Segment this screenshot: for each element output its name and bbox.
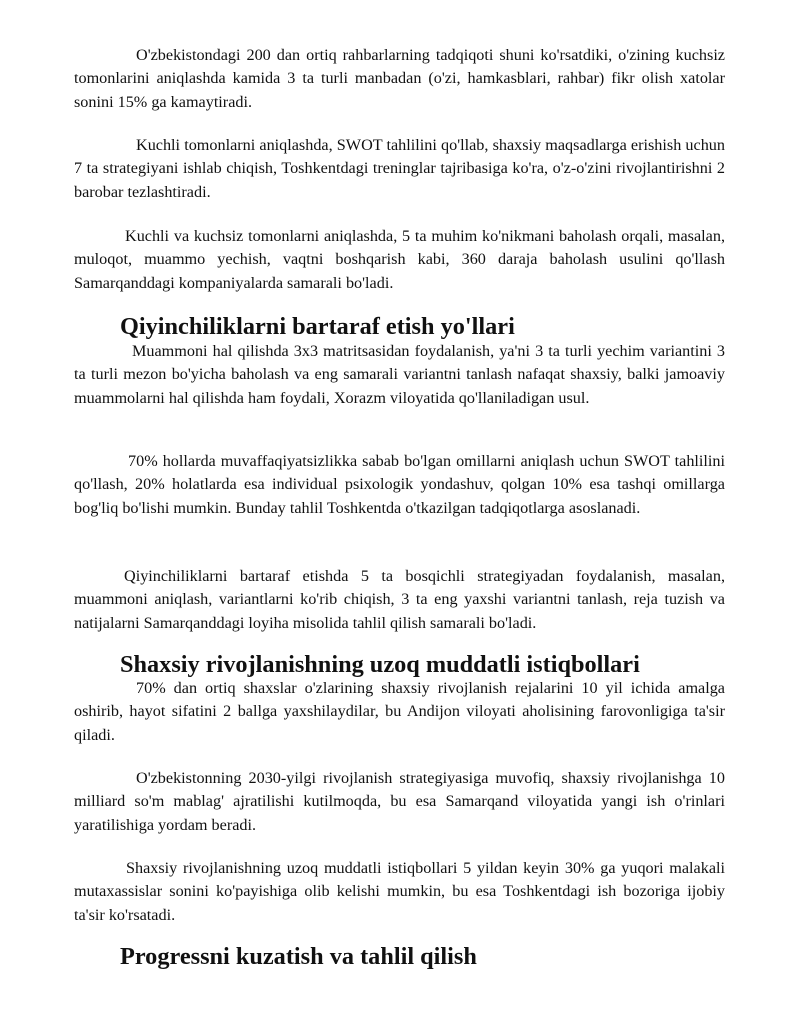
paragraph-360-assessment: Kuchli va kuchsiz tomonlarni aniqlashda, 5 ta muhim ko'nikmani baholash orqali, masalan, muloqot, muammo yechish, vaqtni boshqarish kabi, 360 daraja baholash usulini qo'llash Samarqanddagi kompaniyalarda samarali bo'ladi. [74,227,725,292]
paragraph-development-plans: 70% dan ortiq shaxslar o'zlarining shaxsiy rivojlanish rejalarini 10 yil ichida amalga oshirib, hayot sifatini 2 ballga yaxshilaydilar, bu Andijon viloyati aholisining farovonligiga ta'sir qiladi. [74,679,725,744]
paragraph-specialists-growth: Shaxsiy rivojlanishning uzoq muddatli istiqbollari 5 yildan keyin 30% ga yuqori malakali mutaxassislar sonini ko'payishiga olib kelishi mumkin, bu esa Toshkentdagi ish bozoriga ijobiy ta'sir ko'rsatadi. [74,859,725,924]
paragraph-leader-feedback-study: O'zbekistondagi 200 dan ortiq rahbarlarning tadqiqoti shuni ko'rsatdiki, o'zining kuchsiz tomonlarini aniqlashda kamida 3 ta turli manbadan (o'zi, hamkasblari, rahbar) fikr olish xatolar sonini 15% ga kamaytiradi. [74,46,725,111]
heading-progress-tracking: Progressni kuzatish va tahlil qilish [120,943,477,970]
heading-long-term-prospects: Shaxsiy rivojlanishning uzoq muddatli istiqbollari [120,651,640,678]
paragraph-3x3-matrix: Muammoni hal qilishda 3x3 matritsasidan foydalanish, ya'ni 3 ta turli yechim variantini 3 ta turli mezon bo'yicha baholash va eng samarali variantni tanlash nafaqat shaxsiy, balki jamoaviy muammolarni hal qilishda ham foydali, Xorazm viloyatida qo'llaniladigan usul. [74,342,725,407]
paragraph-2030-strategy: O'zbekistonning 2030-yilgi rivojlanish strategiyasiga muvofiq, shaxsiy rivojlanishga 10 milliard so'm mablag' ajratilishi kutilmoqda, bu esa Samarqand viloyatida yangi ish o'rinlari yaratilishiga yordam beradi. [74,769,725,834]
heading-overcoming-challenges: Qiyinchiliklarni bartaraf etish yo'llari [120,313,515,340]
paragraph-failure-factors: 70% hollarda muvaffaqiyatsizlikka sabab bo'lgan omillarni aniqlash uchun SWOT tahlilini qo'llash, 20% holatlarda esa individual psixologik yondashuv, qolgan 10% esa tashqi omillarga bog'liq bo'lishi mumkin. Bunday tahlil Toshkentda o'tkazilgan tadqiqotlarga asoslanadi. [74,452,725,517]
paragraph-five-step-strategy: Qiyinchiliklarni bartaraf etishda 5 ta bosqichli strategiyadan foydalanish, masalan, muammoni aniqlash, variantlarni ko'rib chiqish, 3 ta eng yaxshi variantni tanlash, reja tuzish va natijalarni Samarqanddagi loyiha misolida tahlil qilish samarali bo'ladi. [74,567,725,632]
paragraph-swot-strengths: Kuchli tomonlarni aniqlashda, SWOT tahlilini qo'llab, shaxsiy maqsadlarga erishish uchun 7 ta strategiyani ishlab chiqish, Toshkentdagi treninglar tajribasiga ko'ra, o'z-o'zini rivojlantirishni 2 barobar tezlashtiradi. [74,136,725,201]
